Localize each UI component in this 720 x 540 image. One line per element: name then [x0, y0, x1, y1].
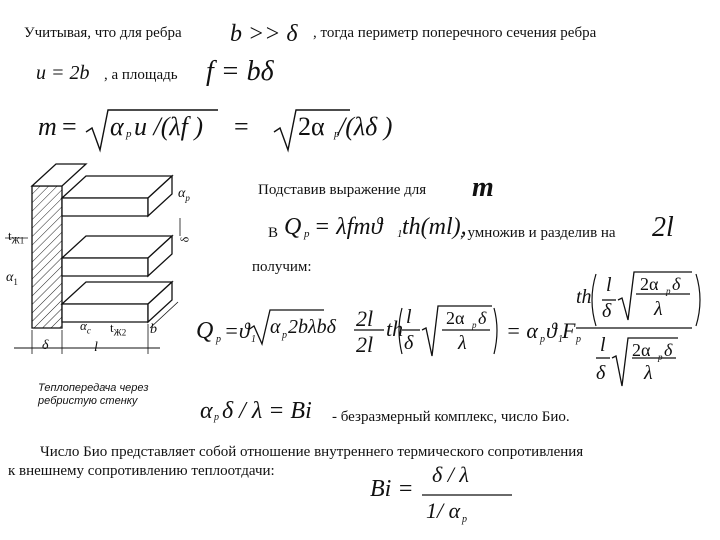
- formula-b-gg-delta: b >> δ: [230, 21, 298, 47]
- fig-label-delta: δ: [177, 236, 192, 243]
- fig-label-alpha-p: $\alpha_p$: [178, 186, 190, 203]
- intro-text: Учитывая, что для ребра: [24, 25, 182, 41]
- figure-caption: Теплопередача через ребристую стенку: [38, 382, 149, 407]
- formula-Qp: Q p = λfmϑ 1 th(ml),: [284, 214, 467, 240]
- bio-desc-text: - безразмерный комплекс, число Био.: [332, 409, 570, 425]
- fig-label-tzh1: $t_{Ж1}$: [8, 228, 25, 246]
- formula-u: u = 2b: [36, 62, 90, 84]
- formula-f: f = bδ: [206, 56, 274, 87]
- formula-Qp-result: Q p =ϑ 1 α p 2bλbδ 2l 2l th l δ 2α p δ λ = α p ϑ 1 F p th l δ 2α p δ λ l δ 2α p δ λ: [196, 264, 716, 394]
- bio-paragraph-line2: к внешнему сопротивлению теплоотдачи:: [8, 463, 275, 479]
- formula-m: m = α p u /(λf ) = 2α p /(λδ ): [38, 108, 358, 158]
- perimeter-text: , тогда периметр поперечного сечения ребра: [313, 25, 597, 41]
- formula-bio: α p δ / λ = Bi: [200, 398, 312, 424]
- fig-label-delta-tilde: δ: [42, 338, 49, 353]
- formula-2l: 2l: [652, 212, 674, 243]
- fig-label-tzh2: $t_{Ж2}$: [110, 320, 127, 338]
- bio-paragraph-line1: Число Био представляет собой отношение внутреннего термического сопротивления: [40, 444, 584, 460]
- fig-label-alpha1: $\alpha_1$: [6, 270, 18, 287]
- area-text: , а площадь: [104, 67, 178, 83]
- fig-label-b: b: [150, 322, 157, 337]
- fig-label-alpha-c: $\alpha_c$: [80, 318, 91, 336]
- in-word: В: [268, 225, 279, 241]
- subst-text: Подставив выражение для: [258, 182, 427, 198]
- formula-bi-fraction: Bi = δ / λ 1/ α p: [370, 456, 510, 536]
- finned-wall-diagram: [0, 158, 200, 368]
- fig-label-l: l: [94, 340, 98, 355]
- got-text: получим:: [252, 259, 312, 275]
- formula-m-symbol: m: [472, 172, 494, 203]
- multiply-text: , умножив и разделив на: [460, 225, 616, 241]
